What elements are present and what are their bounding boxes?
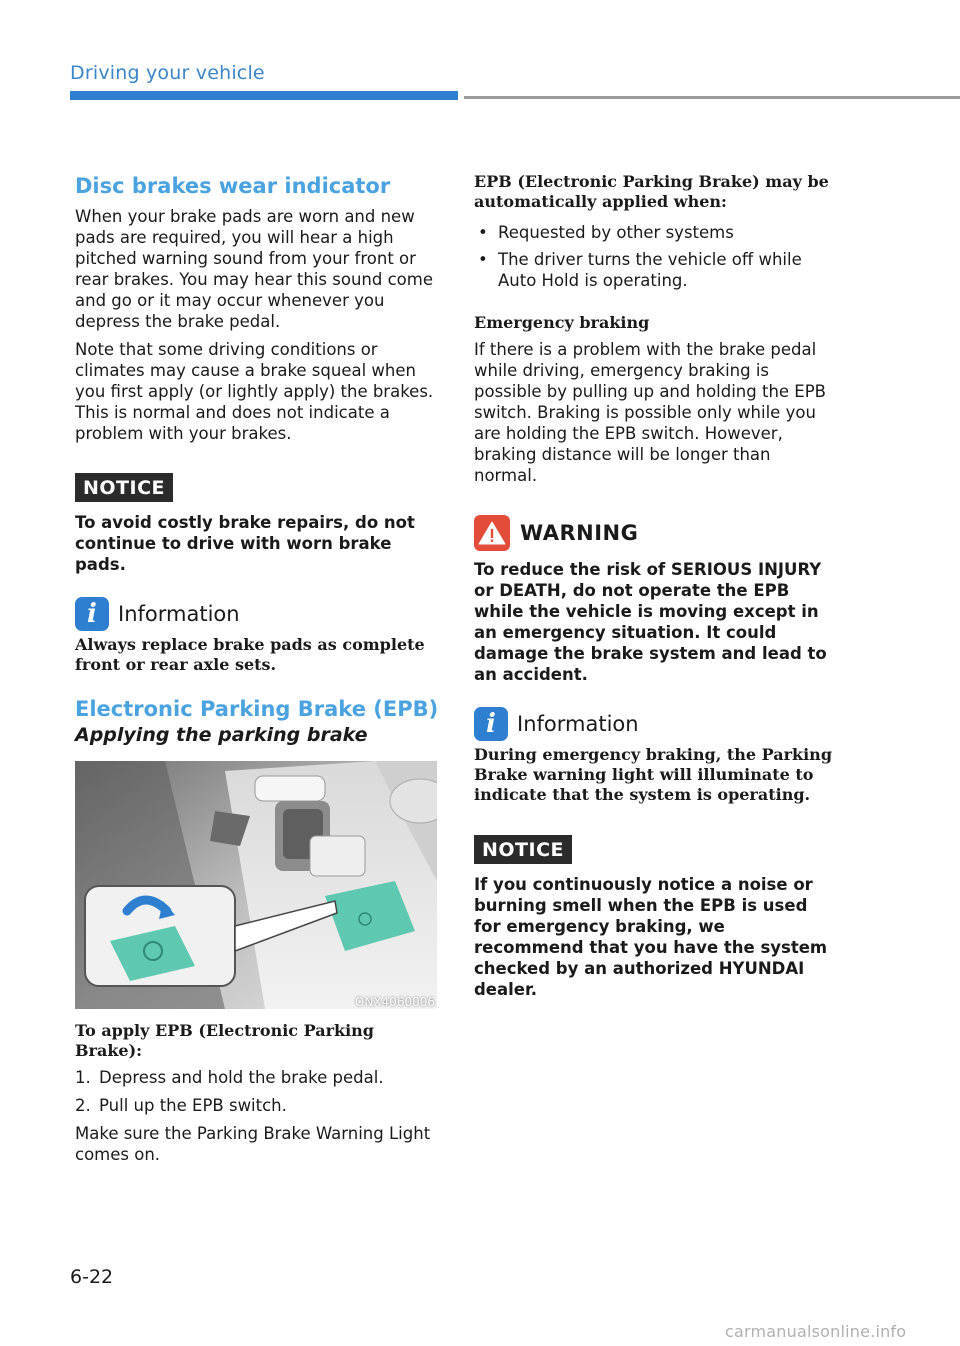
information-icon: i bbox=[75, 597, 109, 631]
information-header bbox=[75, 597, 440, 631]
notice-text: To avoid costly brake repairs, do not continue to drive with worn brake pads. bbox=[75, 513, 415, 574]
left-column bbox=[75, 172, 440, 1172]
apply-epb-heading: To apply EPB (Electronic Parking Brake): bbox=[75, 1021, 374, 1060]
header-rule bbox=[464, 96, 960, 99]
list-item: • The driver turns the vehicle off while Auto Hold is operating. bbox=[474, 249, 834, 291]
figure-code: ONX4060006 bbox=[354, 995, 435, 1009]
list-item: 2. Pull up the EPB switch. bbox=[75, 1096, 287, 1115]
warning-label: WARNING bbox=[520, 521, 639, 545]
console-illustration bbox=[75, 761, 437, 1009]
header-accent-bar bbox=[70, 91, 458, 100]
page-number: 6-22 bbox=[70, 1266, 114, 1288]
information-text: During emergency braking, the Parking Brake warning light will illuminate to indicate that the system is operating. bbox=[474, 745, 832, 804]
watermark: carmanualsonline.info bbox=[725, 1322, 907, 1341]
apply-steps-list bbox=[75, 1067, 440, 1116]
running-header: Driving your vehicle bbox=[70, 62, 265, 84]
information-label: Information bbox=[517, 712, 639, 736]
warning-text: To reduce the risk of SERIOUS INJURY or DEATH, do not operate the EPB while the vehicle is moving except in an emergency situation. It could damage the brake system and lead to an accident. bbox=[474, 560, 827, 684]
right-column bbox=[474, 172, 834, 1000]
information-text: Always replace brake pads as complete front or rear axle sets. bbox=[75, 635, 425, 674]
notice-badge: NOTICE bbox=[75, 473, 173, 502]
information-label: Information bbox=[118, 602, 240, 626]
auto-apply-bullets bbox=[474, 222, 834, 291]
information-icon: i bbox=[474, 707, 508, 741]
emergency-braking-heading: Emergency braking bbox=[474, 313, 650, 332]
make-sure-text: Make sure the Parking Brake Warning Light comes on. bbox=[75, 1124, 431, 1164]
warning-triangle-icon bbox=[474, 515, 510, 551]
list-item: • Requested by other systems bbox=[474, 222, 834, 243]
epb-subtitle: Applying the parking brake bbox=[75, 724, 368, 746]
epb-title: Electronic Parking Brake (EPB) bbox=[75, 697, 439, 721]
warning-header bbox=[474, 515, 834, 551]
epb-switch-illustration bbox=[75, 761, 437, 1009]
notice-text: If you continuously notice a noise or burning smell when the EPB is used for emergency braking, we recommend that you have the system checked by an authorized HYUNDAI dealer. bbox=[474, 875, 828, 999]
emergency-braking-text: If there is a problem with the brake pedal while driving, emergency braking is possible by pulling up and holding the EPB switch. Braking is possible only while you are holding the EPB switch. However, braking distance will be longer than normal. bbox=[474, 340, 826, 485]
disc-brakes-paragraph-1: When your brake pads are worn and new pads are required, you will hear a high pitched warning sound from your front or rear brakes. You may hear this sound come and go or it may occur whenever you depress the brake pedal. bbox=[75, 207, 433, 331]
information-header bbox=[474, 707, 834, 741]
disc-brakes-title: Disc brakes wear indicator bbox=[75, 174, 391, 198]
list-item: 1. Depress and hold the brake pedal. bbox=[75, 1068, 384, 1087]
auto-apply-heading: EPB (Electronic Parking Brake) may be automatically applied when: bbox=[474, 172, 829, 211]
notice-badge: NOTICE bbox=[474, 835, 572, 864]
disc-brakes-paragraph-2: Note that some driving conditions or climates may cause a brake squeal when you first apply (or lightly apply) the brakes. This is normal and does not indicate a problem with your brakes. bbox=[75, 340, 434, 443]
